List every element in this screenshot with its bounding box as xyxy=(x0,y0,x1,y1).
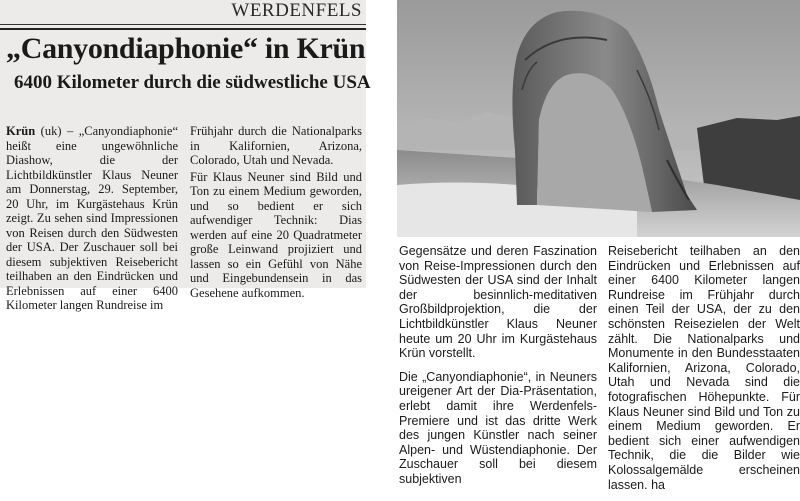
article-column-2 xyxy=(608,244,800,501)
headline: „Canyondiaphonie“ in Krün xyxy=(6,32,366,65)
newspaper-clipping-left xyxy=(0,0,371,312)
subheadline: 6400 Kilometer durch die südwestliche USA xyxy=(14,72,371,93)
article-column-1 xyxy=(399,244,597,496)
clipping-column-2 xyxy=(190,124,362,302)
clipping-column-1 xyxy=(6,124,178,315)
article-paragraph: Reisebericht teilhaben an den Eindrücken und Erlebnissen auf einer 6400 Kilometer langen Rundreise im Frühjahr durch einen Teil der USA, der zu den schönsten Reisezielen der Welt zählt. Die Nationalparks und Monumente in den Bundesstaaten Kalifornien, Arizona, Colorado, Utah und Nevada sind die fotografischen Höhepunkte. Für Klaus Neuner sind Bild und Ton zu einem Medium geworden. Er bedient sich einer aufwendigen Technik, die die Bilder wie Kolossalgemälde erscheinen lassen. ha xyxy=(608,244,800,492)
article-paragraph: Gegensätze und deren Faszination von Reise-Impressionen durch den Südwesten der USA sind der Inhalt der besinnlich-meditativen Großbildprojektion, die der Lichtbildkünstler Klaus Neuner heute um 20 Uhr im Kurgästehaus Krün vorstellt. xyxy=(399,244,597,361)
article-box xyxy=(0,28,371,312)
clipping-body-text: (uk) – „Canyondiaphonie“ heißt eine ungewöhnliche Diashow, die der Lichtbildkünstler Klaus Neuner am Donnerstag, 29. September, 20 Uhr, im Kurgästehaus Krün zeigt. Zu sehen sind Impressionen von Reisen durch den Südwesten der USA. Der Zuschauer soll bei diesem subjektiven Reisebericht teilhaben an den Eindrücken und Erlebnissen auf einer 6400 Kilometer langen Rundreise im xyxy=(6,124,178,312)
clipping-paragraph xyxy=(6,124,178,313)
section-title: WERDENFELS xyxy=(231,0,362,21)
clipping-paragraph: Frühjahr durch die Nationalparks in Kalifornien, Arizona, Colorado, Utah und Nevada. xyxy=(190,124,362,167)
delicate-arch-image xyxy=(397,0,800,237)
clipping-paragraph: Für Klaus Neuner sind Bild und Ton zu einem Medium geworden, und so bedient er sich aufwendiger Technik: Dias werden auf eine 20 Quadratmeter große Leinwand projiziert und lassen so ein Gefühl von Nähe und Eingebundensein in das Gesehene aufkommen. xyxy=(190,169,362,300)
dateline-place: Krün xyxy=(6,124,36,138)
section-header xyxy=(0,0,366,25)
arch-photo xyxy=(397,0,800,237)
article-paragraph: Die „Canyondiaphonie“, in Neuners ureigener Art der Dia-Präsentation, erlebt damit ihre Werdenfels-Premiere und ist das dritte Werk des jungen Künstler nach seiner Alpen- und Wüstendiaphonie. Der Zuschauer soll bei diesem subjektiven xyxy=(399,369,597,486)
